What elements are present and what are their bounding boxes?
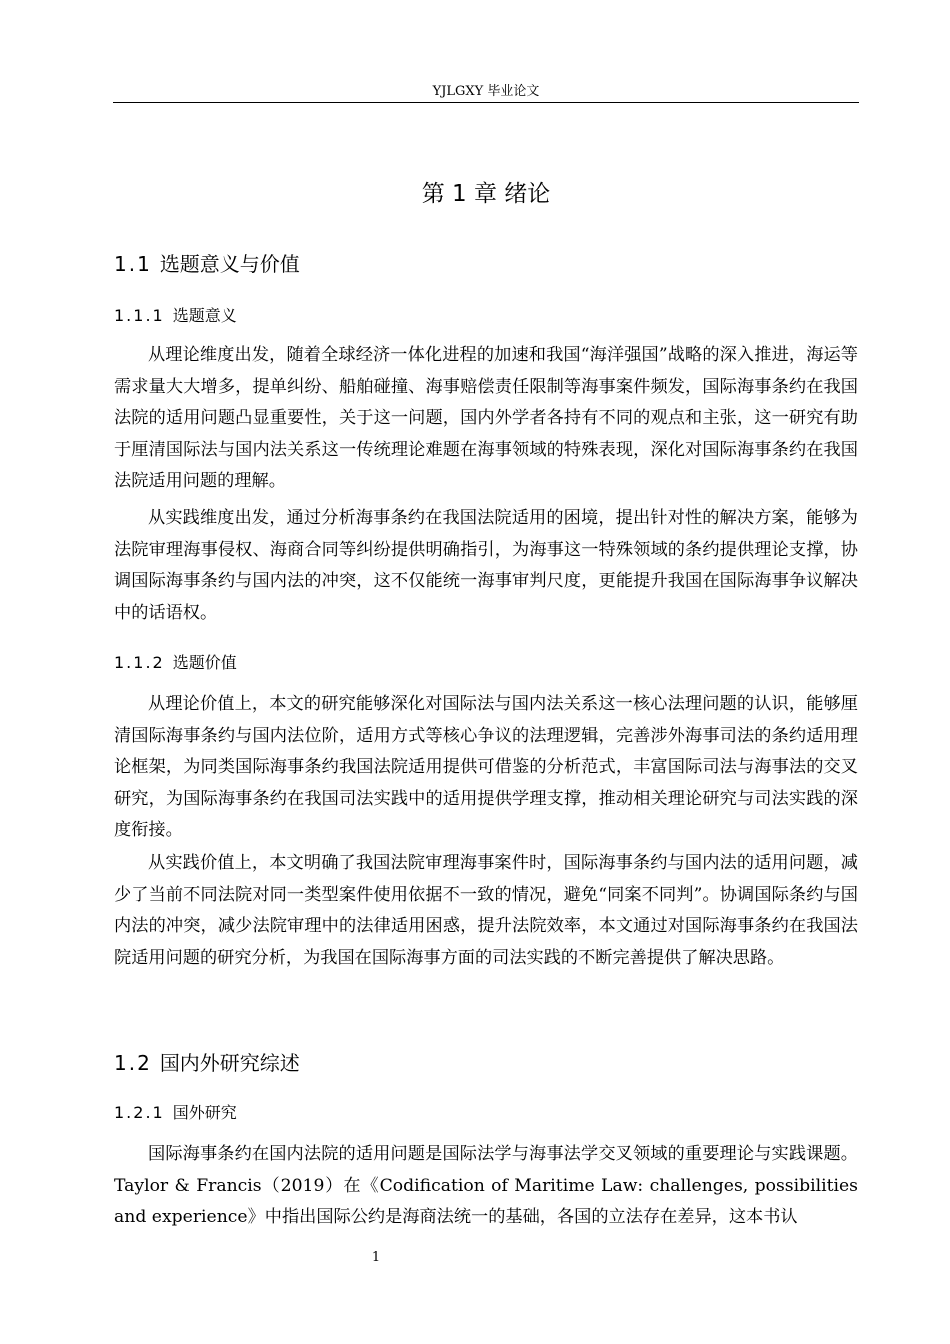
running-header: YJLGXY 毕业论文: [432, 84, 540, 99]
section-title: 国内外研究综述: [159, 1051, 300, 1075]
header-rule: [113, 102, 859, 103]
subsection-title: 选题意义: [172, 306, 237, 325]
subsection-number: 1.1.2: [114, 653, 165, 672]
paragraph: 从实践维度出发，通过分析海事条约在我国法院适用的困境，提出针对性的解决方案，能够为法院审理海事侵权、海商合同等纠纷提供明确指引，为海事这一特殊领域的条约提供理论支撑，协调国际海事条约与国内法的冲突，这不仅能统一海事审判尺度，更能提升我国在国际海事争议解决中的话语权。: [114, 508, 858, 623]
subsection-number: 1.2.1: [114, 1103, 165, 1122]
section-number: 1.1: [114, 252, 152, 276]
subsection-heading-1-1-2: [114, 652, 237, 674]
page-number: 1: [371, 1250, 381, 1265]
subsection-heading-1-1-1: [114, 305, 237, 327]
section-heading-1-1: [114, 250, 300, 278]
section-number: 1.2: [114, 1051, 152, 1075]
subsection-title: 选题价值: [172, 653, 237, 672]
paragraph: 从理论价值上，本文的研究能够深化对国际法与国内法关系这一核心法理问题的认识，能够厘清国际海事条约与国内法位阶，适用方式等核心争议的法理逻辑，完善涉外海事司法的条约适用理论框架，为同类国际海事条约我国法院适用提供可借鉴的分析范式，丰富国际司法与海事法的交叉研究，为国际海事条约在我国司法实践中的适用提供学理支撑，推动相关理论研究与司法实践的深度衔接。: [114, 694, 858, 840]
subsection-heading-1-2-1: [114, 1102, 237, 1124]
subsection-number: 1.1.1: [114, 306, 165, 325]
paragraph: 从理论维度出发，随着全球经济一体化进程的加速和我国“海洋强国”战略的深入推进，海运等需求量大大增多，提单纠纷、船舶碰撞、海事赔偿责任限制等海事案件频发，国际海事条约在我国法院的适用问题凸显重要性，关于这一问题，国内外学者各持有不同的观点和主张，这一研究有助于厘清国际法与国内法关系这一传统理论难题在海事领域的特殊表现，深化对国际海事条约在我国法院适用问题的理解。: [114, 345, 858, 491]
paragraph: 国际海事条约在国内法院的适用问题是国际法学与海事法学交叉领域的重要理论与实践课题。Taylor & Francis（2019）在《Codification of Maritime Law: challenges, possibilities and experience》中指出国际公约是海商法统一的基础，各国的立法存在差异，这本书认: [114, 1144, 858, 1227]
section-title: 选题意义与价值: [159, 252, 300, 276]
subsection-title: 国外研究: [172, 1103, 237, 1122]
paragraph: 从实践价值上，本文明确了我国法院审理海事案件时，国际海事条约与国内法的适用问题，减少了当前不同法院对同一类型案件使用依据不一致的情况，避免“同案不同判”。协调国际条约与国内法的冲突，减少法院审理中的法律适用困惑，提升法院效率，本文通过对国际海事条约在我国法院适用问题的研究分析，为我国在国际海事方面的司法实践的不断完善提供了解决思路。: [114, 853, 858, 968]
section-heading-1-2: [114, 1049, 300, 1077]
chapter-title: 第 1 章 绪论: [421, 181, 551, 207]
